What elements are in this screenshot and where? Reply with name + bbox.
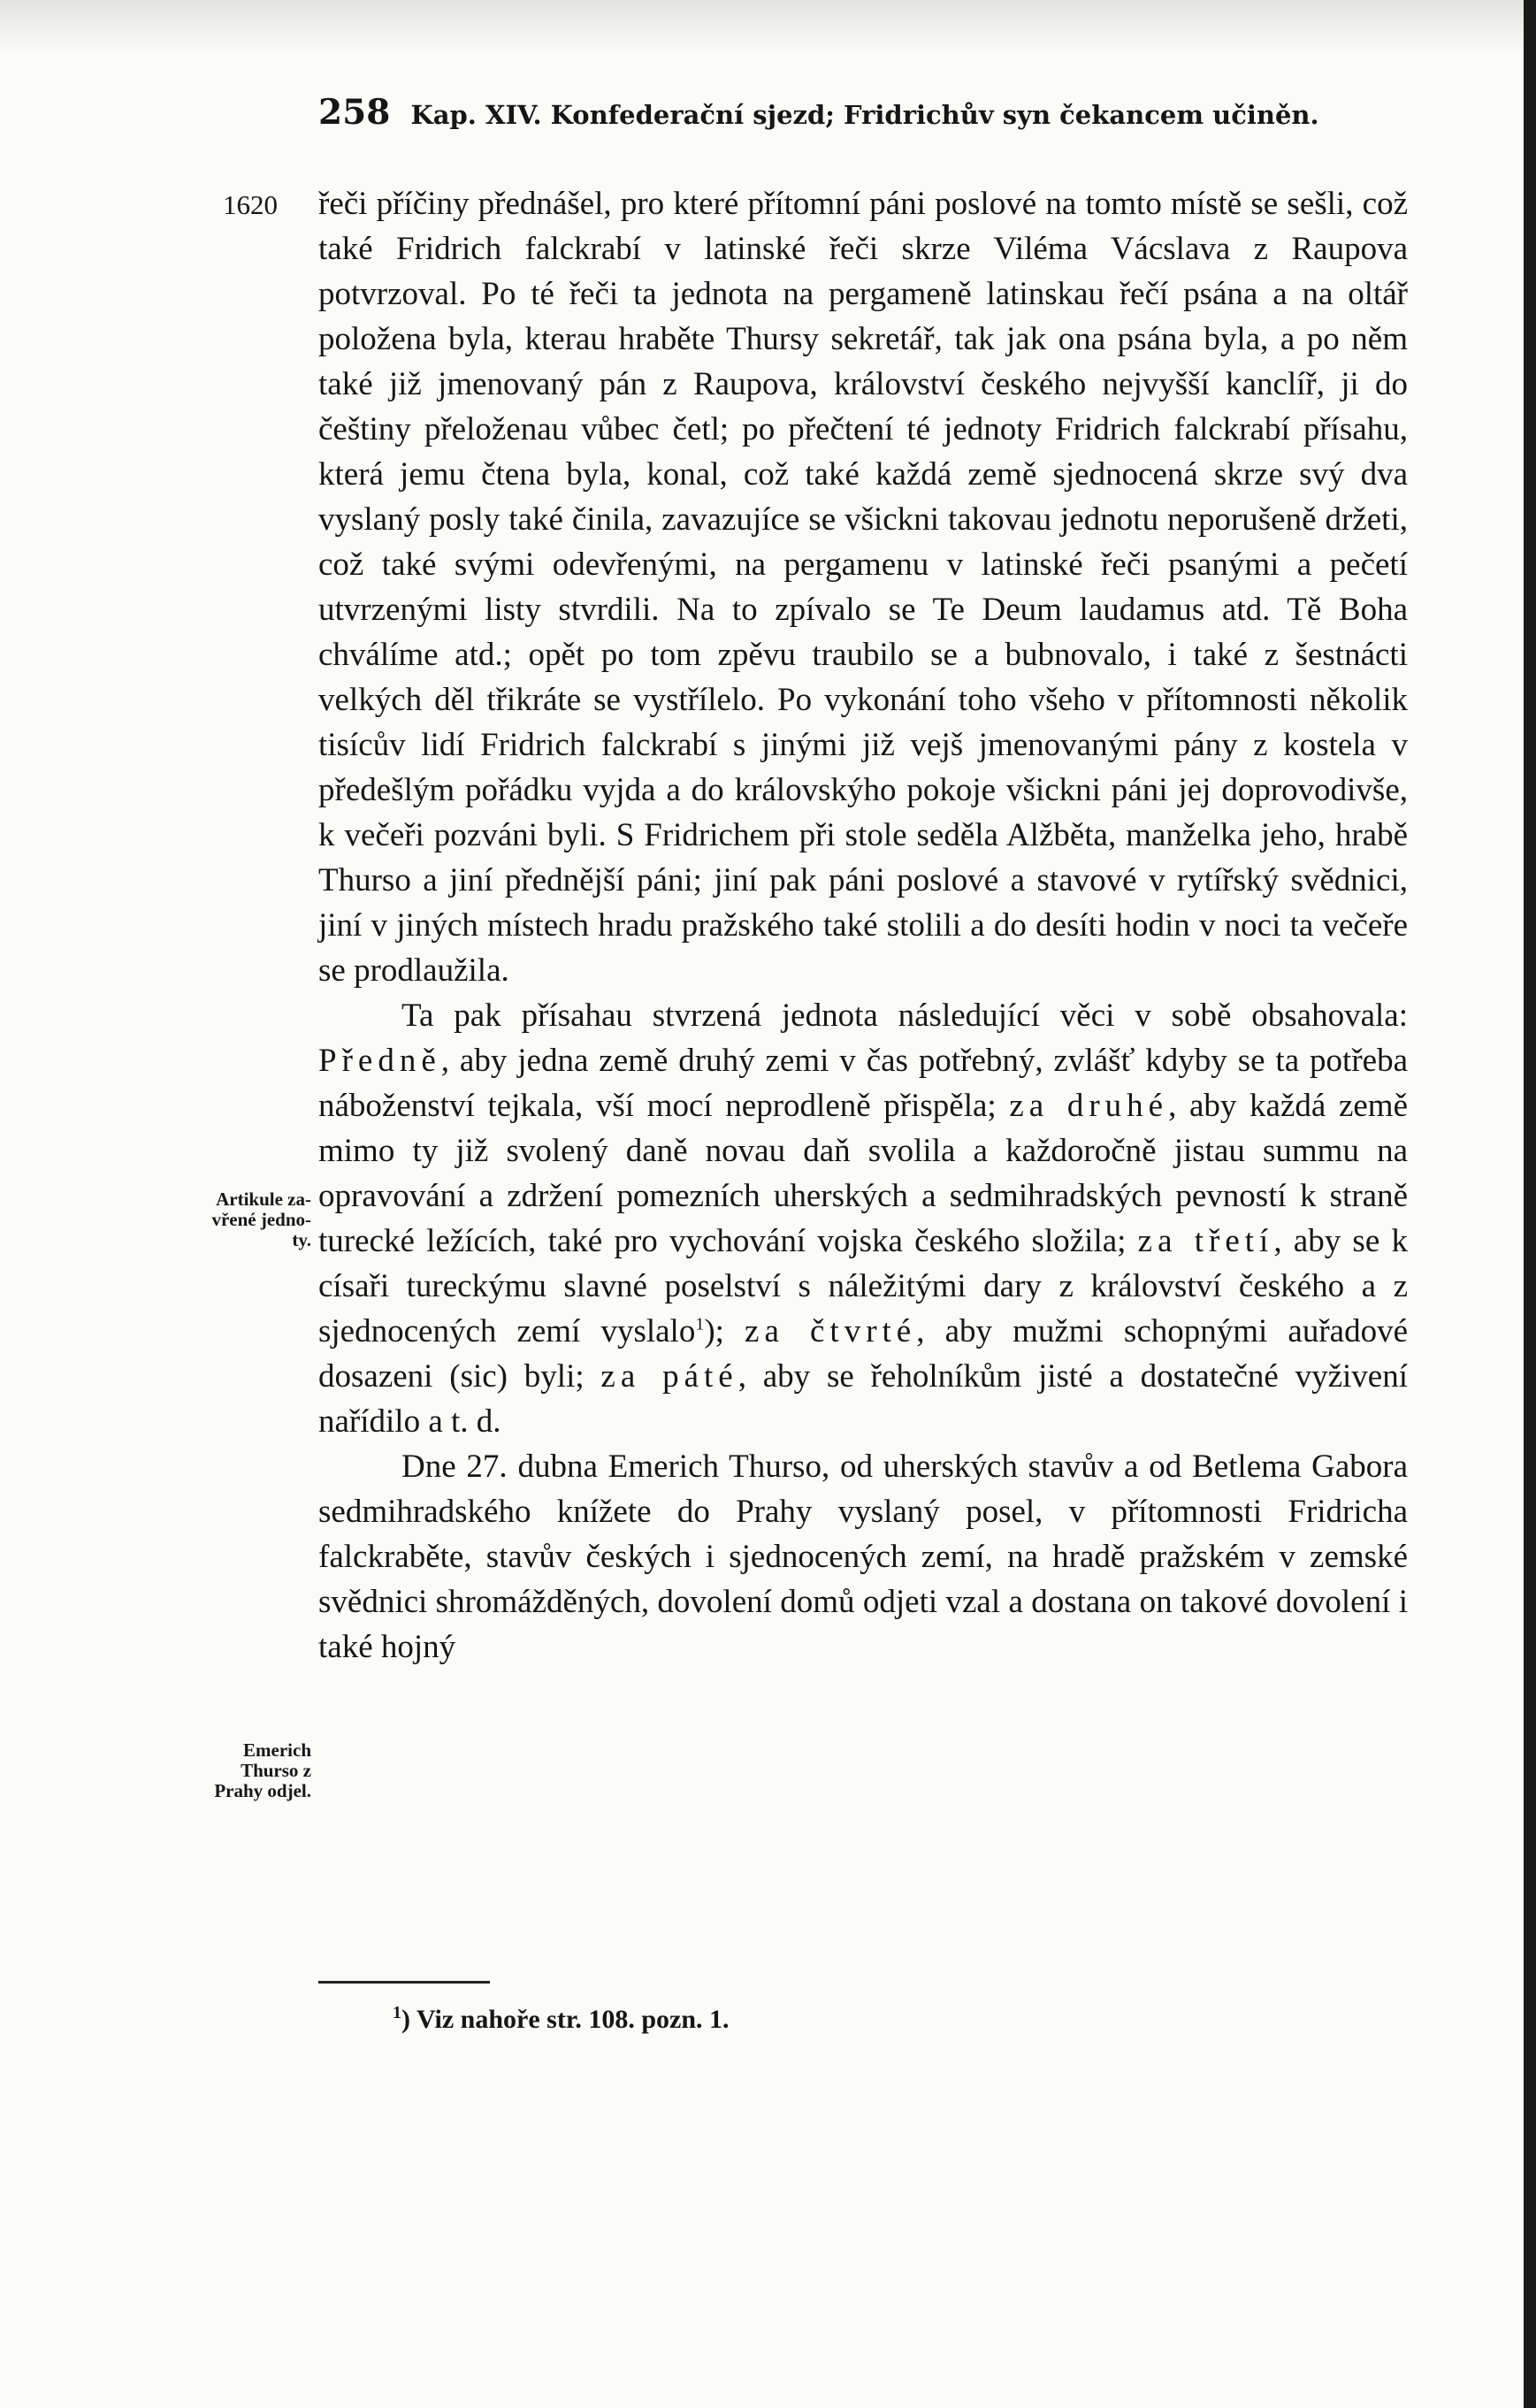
p2-text: ); <box>704 1313 745 1349</box>
paragraph-1: řeči příčiny přednášel, pro které přítomní páni poslové na tomto místě se sešli, což také Fridrich falckrabí v latinské řeči skrze Viléma Vácslava z Raupova potvrzoval. Po té řeči ta jednota na pergameně latinskau řečí psána a na oltář položena byla, kterau hraběte Thursy sekretář, tak jak ona psána byla, a po něm také již jmenovaný pán z Raupova, království českého nejvyšší kanclíř, ji do češtiny přeloženau vůbec četl; po přečtení té jednoty Fridrich falckrabí přísahu, která jemu čtena byla, konal, což také každá země sjednocená skrze svý dva vyslaný posly také činila, zavazujíce se všickni takovau jednotu neporušeně držeti, což také svými odevřenými, na pergamenu v latinské řeči psanými a pečetí utvrzenými listy stvrdili. Na to zpívalo se Te Deum laudamus atd. Tě Boha chválíme atd.; opět po tom zpěvu traubilo se a bubnovalo, i také z šestnácti velkých děl třikráte se vystřílelo. Po vykonání toho všeho v přítomnosti několik tisícův lidí Fridrich falckrabí s jinými již vejš jmenovanými pány z kostela v předešlým pořádku vyjda a do královskýho pokoje všickni páni jej doprovodivše, k večeři pozváni byli. S Fridrichem při stole seděla Alžběta, manželka jeho, hrabě Thurso a jiní přednější páni; jiní pak páni poslové a stavové v rytířský svědnici, jiní v jiných místech hradu pražského také stolili a do desíti hodin v noci ta večeře se prodlaužila. <box>318 186 1408 989</box>
page-number: 258 <box>318 92 391 133</box>
footnote-divider <box>318 1981 490 1984</box>
margin-note-articles <box>211 1189 311 1250</box>
margin-note-emerich <box>214 1740 311 1801</box>
scan-shadow-top <box>0 0 1524 53</box>
spaced-word: za třetí <box>1137 1223 1274 1259</box>
page-header <box>318 92 1379 141</box>
paragraph-2 <box>318 993 1408 1444</box>
p2-text: , aby každá země mimo ty již svolený daně novau daň svolila a každoročně jistau summu na opravování a zdržení pomezních uherských a sedmihradských pevností k straně turecké ležících, také pro vychování vojska českého složila; <box>318 1088 1408 1259</box>
margin-note-line: Thurso z <box>241 1760 311 1781</box>
margin-note-line: Artikule za- <box>216 1189 311 1210</box>
margin-note-line: ty. <box>292 1229 311 1250</box>
p2-text: , aby jedna země druhý zemi v čas potřebný, zvlášť kdyby se ta potřeba náboženství tejkala, vší mocí neprodleně přispěla; <box>318 1043 1408 1124</box>
scan-border-right <box>1524 0 1536 2408</box>
footnote-marker: 1 <box>393 2003 401 2022</box>
footnote <box>393 2005 730 2035</box>
p2-text: Ta pak přísahau stvrzená jednota následující věci v sobě obsahovala: <box>401 998 1408 1034</box>
spaced-word: za druhé <box>1009 1088 1169 1124</box>
margin-year: 1620 <box>223 189 278 220</box>
spaced-word: za páté <box>600 1358 738 1395</box>
p2-text: , aby mužmi schopnými auřadové dosazeni (sic) byli; <box>318 1313 1408 1395</box>
p2-text: , aby se řeholníkům jisté a dostatečné vyživení nařídilo a t. d. <box>318 1358 1408 1440</box>
margin-note-line: Prahy odjel. <box>214 1780 311 1801</box>
footnote-reference: 1 <box>695 1314 705 1334</box>
footnote-text: ) Viz nahoře str. 108. pozn. 1. <box>401 2005 730 2034</box>
paragraph-3: Dne 27. dubna Emerich Thurso, od uherských stavův a od Betlema Gabora sedmihradského knížete do Prahy vyslaný posel, v přítomnosti Fridricha falckraběte, stavův českých i sjednocených zemí, na hradě pražském v zemské svědnici shromážděných, dovolení domů odjeti vzal a dostana on takové dovolení i také hojný <box>318 1449 1408 1665</box>
spaced-word: za čtvrté <box>745 1313 917 1349</box>
spaced-word: Předně <box>318 1043 441 1079</box>
p2-text: , aby se k císaři tureckýmu slavné poselství s náležitými dary z království českého a z sjednocených zemí vyslalo <box>318 1223 1408 1349</box>
margin-note-line: Emerich <box>243 1739 311 1761</box>
margin-note-line: vřené jedno- <box>211 1209 311 1230</box>
main-text <box>318 181 1408 1670</box>
running-head: Kap. XIV. Konfederační sjezd; Fridrichův syn čekancem učiněn. <box>410 100 1319 130</box>
